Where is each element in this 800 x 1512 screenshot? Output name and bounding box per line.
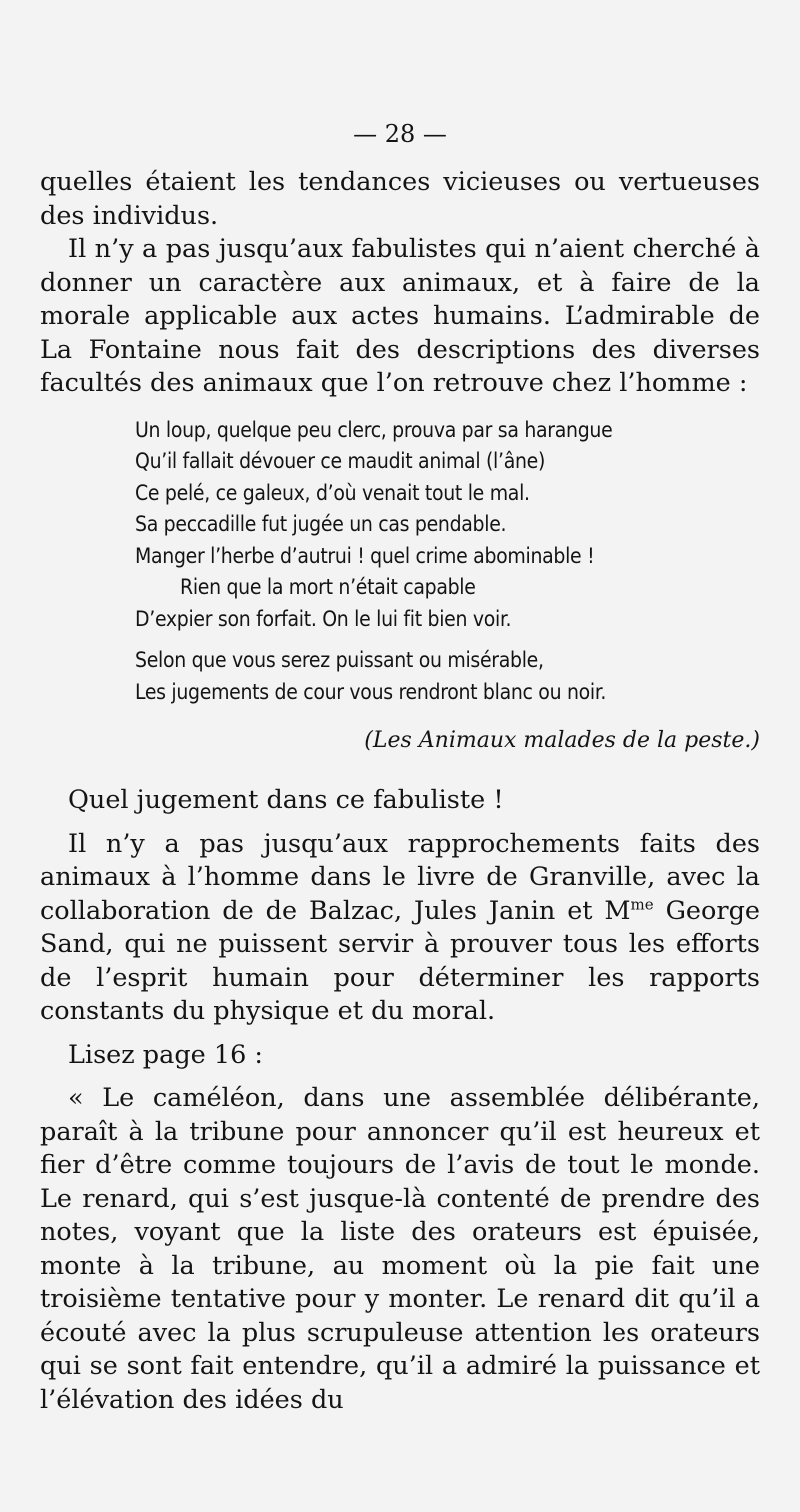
verse-line: Manger l’herbe d’autrui ! quel crime abominable ! bbox=[135, 543, 595, 568]
granville-text-end: George Sand, qui ne puissent servir à prouver tous les efforts de l’esprit humain pour déterminer les rapports constants du physique et du moral. bbox=[40, 895, 760, 1026]
paragraph-chameleon: « Le caméléon, dans une assemblée délibérante, paraît à la tribune pour annoncer qu’il est heureux et fier d’être comme toujours de l’avis de tout le monde. Le renard, qui s’est jusque-là contenté de prendre des notes, voyant que la liste des orateurs est épuisée, monte à la tribune, au moment où la pie fait une troisième tentative pour y monter. Le renard dit qu’il a écouté avec la plus scrupuleuse attention les orateurs qui se sont fait entendre, qu’il a admiré la puissance et l’élévation des idées du bbox=[40, 1083, 760, 1415]
verse-line: Sa peccadille fut jugée un cas pendable. bbox=[135, 512, 507, 536]
paragraph-granville bbox=[40, 828, 760, 1029]
paragraph-fabulists: Il n’y a pas jusqu’aux fabulistes qui n’aient cherché à donner un caractère aux animaux, et à faire de la morale applicable aux actes humains. L’admirable de La Fontaine nous fait des descriptions des diverses facultés des animaux que l’on retrouve chez l’homme : bbox=[40, 234, 760, 398]
paragraph-judgement: Quel jugement dans ce fabuliste ! bbox=[68, 785, 504, 815]
superscript: me bbox=[630, 895, 654, 913]
verse-line: Selon que vous serez puissant ou misérable, bbox=[135, 648, 544, 672]
paragraph-read-page: Lisez page 16 : bbox=[68, 1039, 263, 1070]
paragraph-continuation: quelles étaient les tendances vicieuses ou vertueuses des individus. bbox=[40, 167, 760, 231]
granville-text-start: Il n’y a pas jusqu’aux rapprochements faits des animaux à l’homme dans le livre de Granville, avec la collaboration de de Balzac, Jules Janin et M bbox=[40, 828, 760, 926]
page-body bbox=[40, 166, 760, 1417]
quotation-source: (Les Animaux malades de la peste.) bbox=[364, 728, 760, 753]
verse-line: Un loup, quelque peu clerc, prouva par sa harangue bbox=[135, 417, 613, 442]
verse-line: D’expier son forfait. On le lui fit bien voir. bbox=[135, 606, 512, 631]
verse-line: Qu’il fallait dévouer ce maudit animal (l’âne) bbox=[135, 449, 546, 473]
verse-line: Ce pelé, ce galeux, d’où venait tout le mal. bbox=[135, 480, 530, 505]
verse-line: Rien que la mort n’était capable bbox=[180, 575, 476, 599]
fable-quotation bbox=[135, 415, 760, 709]
page-number: — 28 — bbox=[353, 120, 447, 148]
verse-line: Les jugements de cour vous rendront blanc ou noir. bbox=[135, 679, 607, 704]
